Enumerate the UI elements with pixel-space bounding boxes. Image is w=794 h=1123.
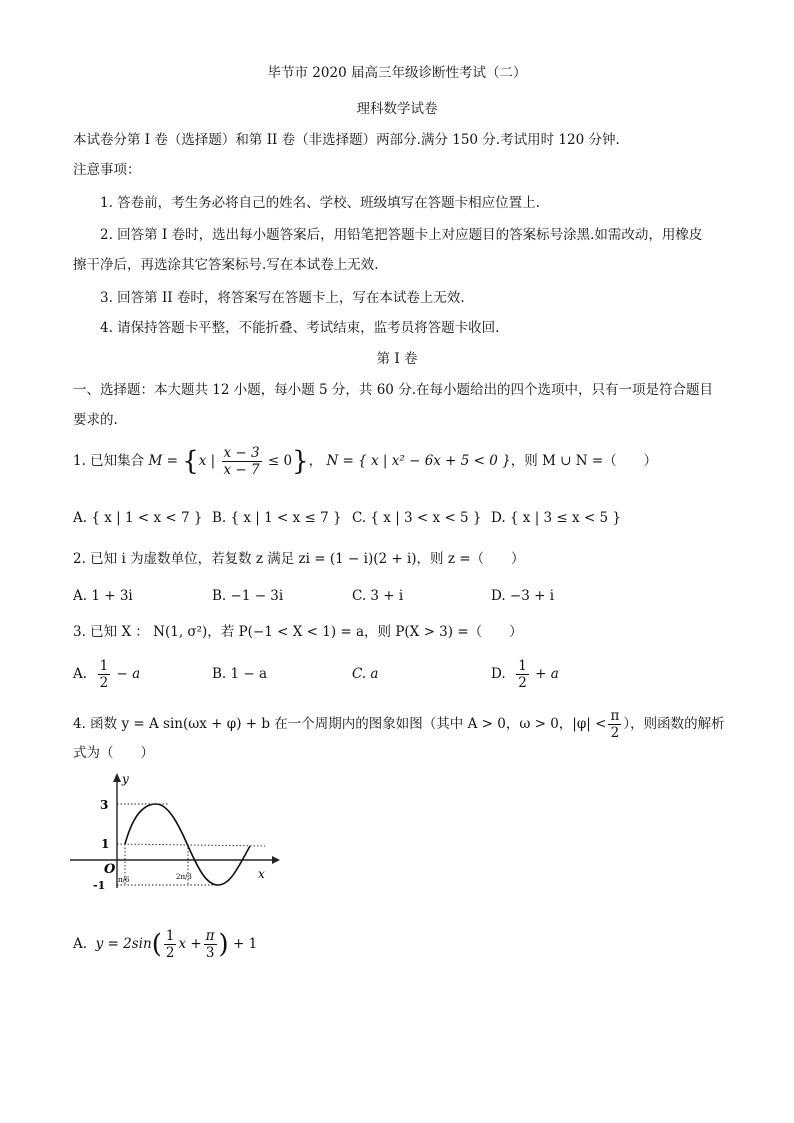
- notice-item-1: 1. 答卷前，考生务必将自己的姓名、学校、班级填写在答题卡相应位置上.: [100, 195, 540, 211]
- intro-text: 本试卷分第 I 卷（选择题）和第 II 卷（非选择题）两部分.满分 150 分.考试用时 120 分钟.: [73, 132, 620, 148]
- q4-opt-a-d2: 3: [205, 945, 215, 961]
- q1-brace-left: {: [182, 446, 199, 477]
- q4-opt-a-mid: x +: [178, 936, 202, 952]
- q4-opt-a-post: + 1: [228, 936, 258, 952]
- x-tick-1: π/6: [118, 876, 130, 884]
- q3-opt-d-frac: [516, 658, 529, 691]
- q4-opt-a-paren-right: ): [218, 929, 229, 960]
- q1-set-N: N = { x | x² − 6x + 5 < 0 }: [326, 453, 511, 469]
- y-tick-1: 1: [101, 837, 110, 851]
- q4-pi-num: π: [610, 708, 620, 724]
- notice-item-2b: 擦干净后，再选涂其它答案标号.写在本试卷上无效.: [73, 257, 379, 273]
- q1-option-b: B. { x | 1 < x ≤ 7 }: [212, 510, 342, 526]
- x-tick-2: 2π/3: [176, 873, 192, 881]
- q1-sep: ，: [308, 453, 323, 469]
- q1-option-a: A. { x | 1 < x < 7 }: [73, 510, 203, 526]
- x-axis-arrow: [272, 856, 280, 864]
- q3-opt-a-frac: [98, 658, 111, 691]
- q3-opt-a-label: A.: [73, 666, 88, 682]
- notice-item-2a: 2. 回答第 I 卷时，选出每小题答案后，用铅笔把答题卡上对应题目的答案标号涂黑.如需改动，用橡皮: [100, 227, 703, 243]
- notice-heading: 注意事项：: [73, 162, 141, 178]
- y-axis-label: y: [122, 772, 129, 786]
- q4-stem-a: 4. 函数 y = A sin(ωx + φ) + b 在一个周期内的图象如图（其中 A > 0，ω > 0，|φ| <: [73, 716, 607, 732]
- q4-opt-a-frac1: [164, 928, 177, 961]
- q3-opt-d-tail: + a: [530, 666, 559, 682]
- q1-fraction: [222, 445, 262, 478]
- q1-option-d: D. { x | 3 ≤ x < 5 }: [491, 510, 622, 526]
- y-axis-arrow: [113, 773, 121, 782]
- q1-frac-den: x − 7: [223, 462, 260, 478]
- y-tick-neg1: -1: [93, 879, 106, 892]
- q3-option-c: C. a: [352, 666, 379, 682]
- q4-opt-a-n1: 1: [165, 928, 175, 944]
- exam-title: 毕节市 2020 届高三年级诊断性考试（二）: [267, 65, 527, 81]
- q1-set-pre: x |: [198, 453, 220, 469]
- question-4-stem-c: 式为（ ）: [73, 745, 154, 761]
- q4-pi-frac: [608, 708, 621, 741]
- q4-opt-a-n2: π: [205, 928, 215, 944]
- q1-set-M: M: [148, 453, 163, 469]
- q1-eq: =: [162, 453, 183, 469]
- exam-subtitle: 理科数学试卷: [356, 101, 438, 117]
- q1-brace-right: }: [292, 446, 309, 477]
- q3-opt-d-den: 2: [518, 675, 527, 691]
- question-3-stem: 3. 已知 X ： N(1, σ²)，若 P(−1 < X < 1) = a，则 P(X > 3) =（ ）: [73, 624, 523, 640]
- q3-opt-d-label: D.: [491, 666, 506, 682]
- y-tick-3: 3: [100, 798, 109, 812]
- q4-opt-a-pre: y = 2sin: [95, 936, 152, 952]
- section-title: 第 I 卷: [376, 351, 418, 367]
- q2-option-a: A. 1 + 3i: [73, 588, 133, 604]
- q3-option-a: [73, 656, 140, 692]
- q3-opt-a-den: 2: [99, 675, 109, 691]
- q3-opt-a-num: 1: [99, 658, 109, 674]
- notice-item-3: 3. 回答第 II 卷时，将答案写在答题卡上，写在本试卷上无效.: [100, 290, 465, 306]
- x-axis-label: x: [258, 867, 265, 881]
- q1-option-c: C. { x | 3 < x < 5 }: [352, 510, 482, 526]
- q2-option-c: C. 3 + i: [352, 588, 404, 604]
- section-desc-1: 一、选择题：本大题共 12 小题，每小题 5 分，共 60 分.在每小题给出的四个选项中，只有一项是符合题目: [73, 382, 713, 398]
- q3-option-b: B. 1 − a: [212, 666, 268, 682]
- q1-frac-num: x − 3: [223, 445, 260, 461]
- question-1-stem: [73, 443, 657, 480]
- q2-option-b: B. −1 − 3i: [212, 588, 284, 604]
- q3-opt-d-num: 1: [518, 658, 527, 674]
- q4-option-a: [73, 924, 257, 965]
- origin-label: O: [104, 862, 116, 877]
- q1-set-post: ≤ 0: [263, 453, 293, 469]
- q4-opt-a-d1: 2: [165, 945, 175, 961]
- q3-opt-a-tail: − a: [112, 666, 141, 682]
- q4-opt-a-label: A.: [73, 936, 88, 952]
- q2-option-d: D. −3 + i: [491, 588, 555, 604]
- q4-stem-b: ），则函数的解析: [623, 716, 725, 732]
- q4-opt-a-frac2: [204, 928, 217, 961]
- sine-graph-figure: [60, 768, 285, 903]
- question-4-stem: [73, 706, 725, 742]
- section-desc-2: 要求的.: [73, 412, 118, 428]
- guide-y1: [117, 844, 265, 846]
- q3-option-d: [491, 656, 559, 692]
- notice-item-4: 4. 请保持答题卡平整，不能折叠、考试结束，监考员将答题卡收回.: [100, 320, 500, 336]
- q4-pi-den: 2: [610, 725, 620, 741]
- q4-opt-a-paren-left: (: [151, 929, 162, 960]
- q1-lead: 1. 已知集合: [73, 453, 145, 469]
- q1-tail: ，则 M ∪ N =（ ）: [510, 453, 658, 469]
- question-2-stem: 2. 已知 i 为虚数单位，若复数 z 满足 zi = (1 − i)(2 + i)，则 z =（ ）: [73, 551, 525, 567]
